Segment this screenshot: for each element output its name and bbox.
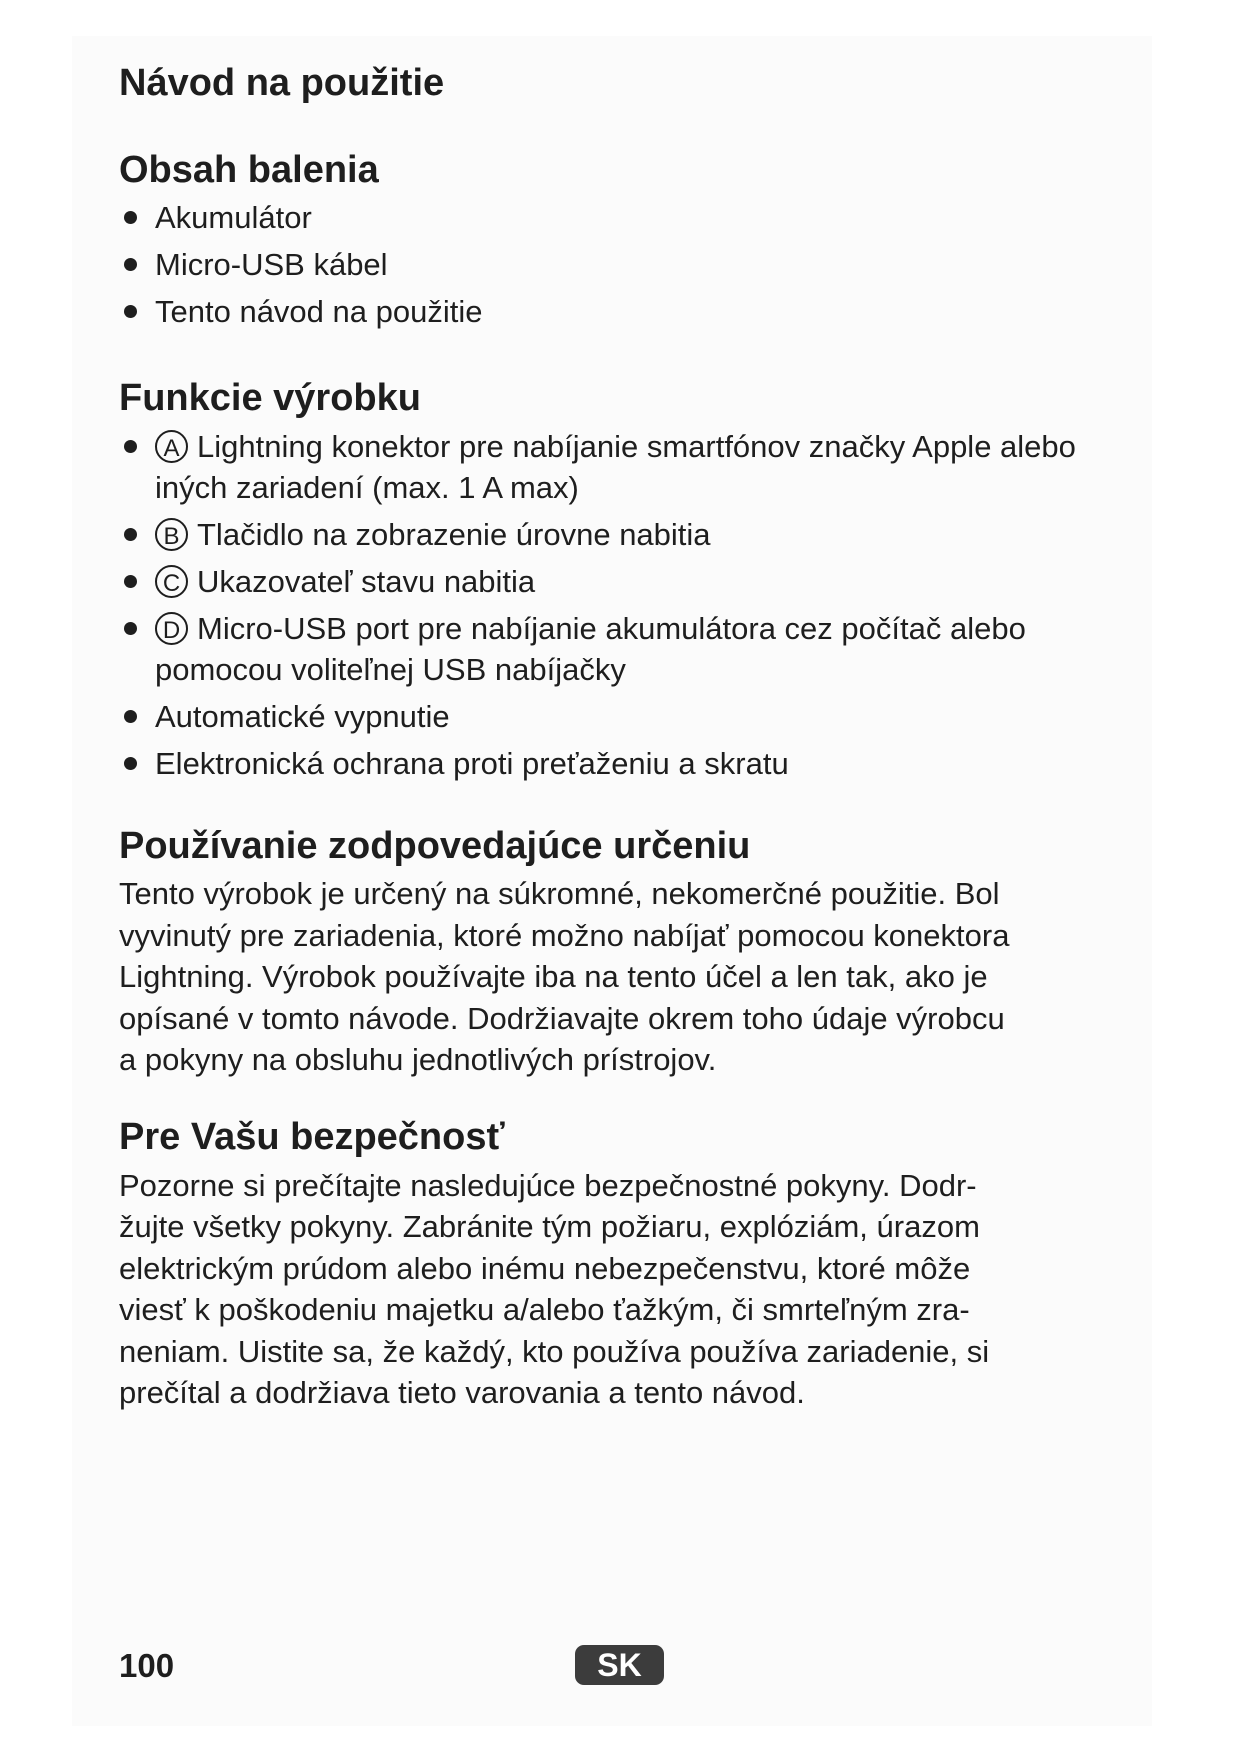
feature-item-a [119,426,1119,508]
feature-item: Elektronická ochrana proti preťaženiu a skratu [119,743,1119,784]
text-line: Tento výrobok je určený na súkromné, nekomerčné použitie. Bol [119,876,1000,912]
feature-item-d [119,608,1119,690]
page-number: 100 [119,1647,175,1684]
intended-use-paragraph [119,873,1119,1081]
package-contents-heading: Obsah balenia [119,148,379,191]
text-line: vyvinutý pre zariadenia, ktoré možno nabíjať pomocou konektora [119,917,1010,953]
text-line: Lightning. Výrobok používajte iba na tento účel a len tak, ako je [119,959,988,995]
feature-text: Micro-USB port pre nabíjanie akumulátora cez počítač alebo pomocou voliteľnej USB nabíjačky [155,610,1026,687]
circled-letter-a-icon: A [155,430,188,463]
circled-letter-d-icon: D [155,612,188,645]
manual-page [119,62,1119,1414]
safety-paragraph [119,1165,1119,1414]
safety-heading: Pre Vašu bezpečnosť [119,1115,505,1158]
product-features-list [119,426,1119,784]
text-line: viesť k poškodeniu majetku a/alebo ťažkým, či smrteľným zra- [119,1292,970,1328]
list-item: Akumulátor [119,197,1119,238]
list-item: Tento návod na použitie [119,291,1119,332]
text-line: žujte všetky pokyny. Zabránite tým požiaru, explóziám, úrazom [119,1209,980,1245]
text-line: elektrickým prúdom alebo inému nebezpečenstvu, ktoré môže [119,1250,971,1286]
text-line: opísané v tomto návode. Dodržiavajte okrem toho údaje výrobcu [119,1000,1005,1036]
feature-item-c [119,561,1119,602]
feature-item: Automatické vypnutie [119,696,1119,737]
feature-item-b [119,514,1119,555]
circled-letter-b-icon: B [155,518,188,551]
feature-text: Tlačidlo na zobrazenie úrovne nabitia [197,516,711,552]
circled-letter-c-icon: C [155,565,188,598]
page-title: Návod na použitie [119,62,445,104]
list-item: Micro-USB kábel [119,244,1119,285]
product-features-heading: Funkcie výrobku [119,377,421,420]
text-line: prečítal a dodržiava tieto varovania a tento návod. [119,1375,805,1411]
language-badge: SK [575,1645,664,1685]
package-contents-list [119,197,1119,332]
text-line: a pokyny na obsluhu jednotlivých prístrojov. [119,1042,717,1078]
text-line: neniam. Uistite sa, že každý, kto používa používa zariadenie, si [119,1333,990,1369]
feature-text: Lightning konektor pre nabíjanie smartfónov značky Apple alebo iných zariadení (max. 1 A max) [155,428,1076,505]
feature-text: Ukazovateľ stavu nabitia [197,563,536,599]
intended-use-heading: Používanie zodpovedajúce určeniu [119,824,751,867]
text-line: Pozorne si prečítajte nasledujúce bezpečnostné pokyny. Dodr- [119,1167,977,1203]
